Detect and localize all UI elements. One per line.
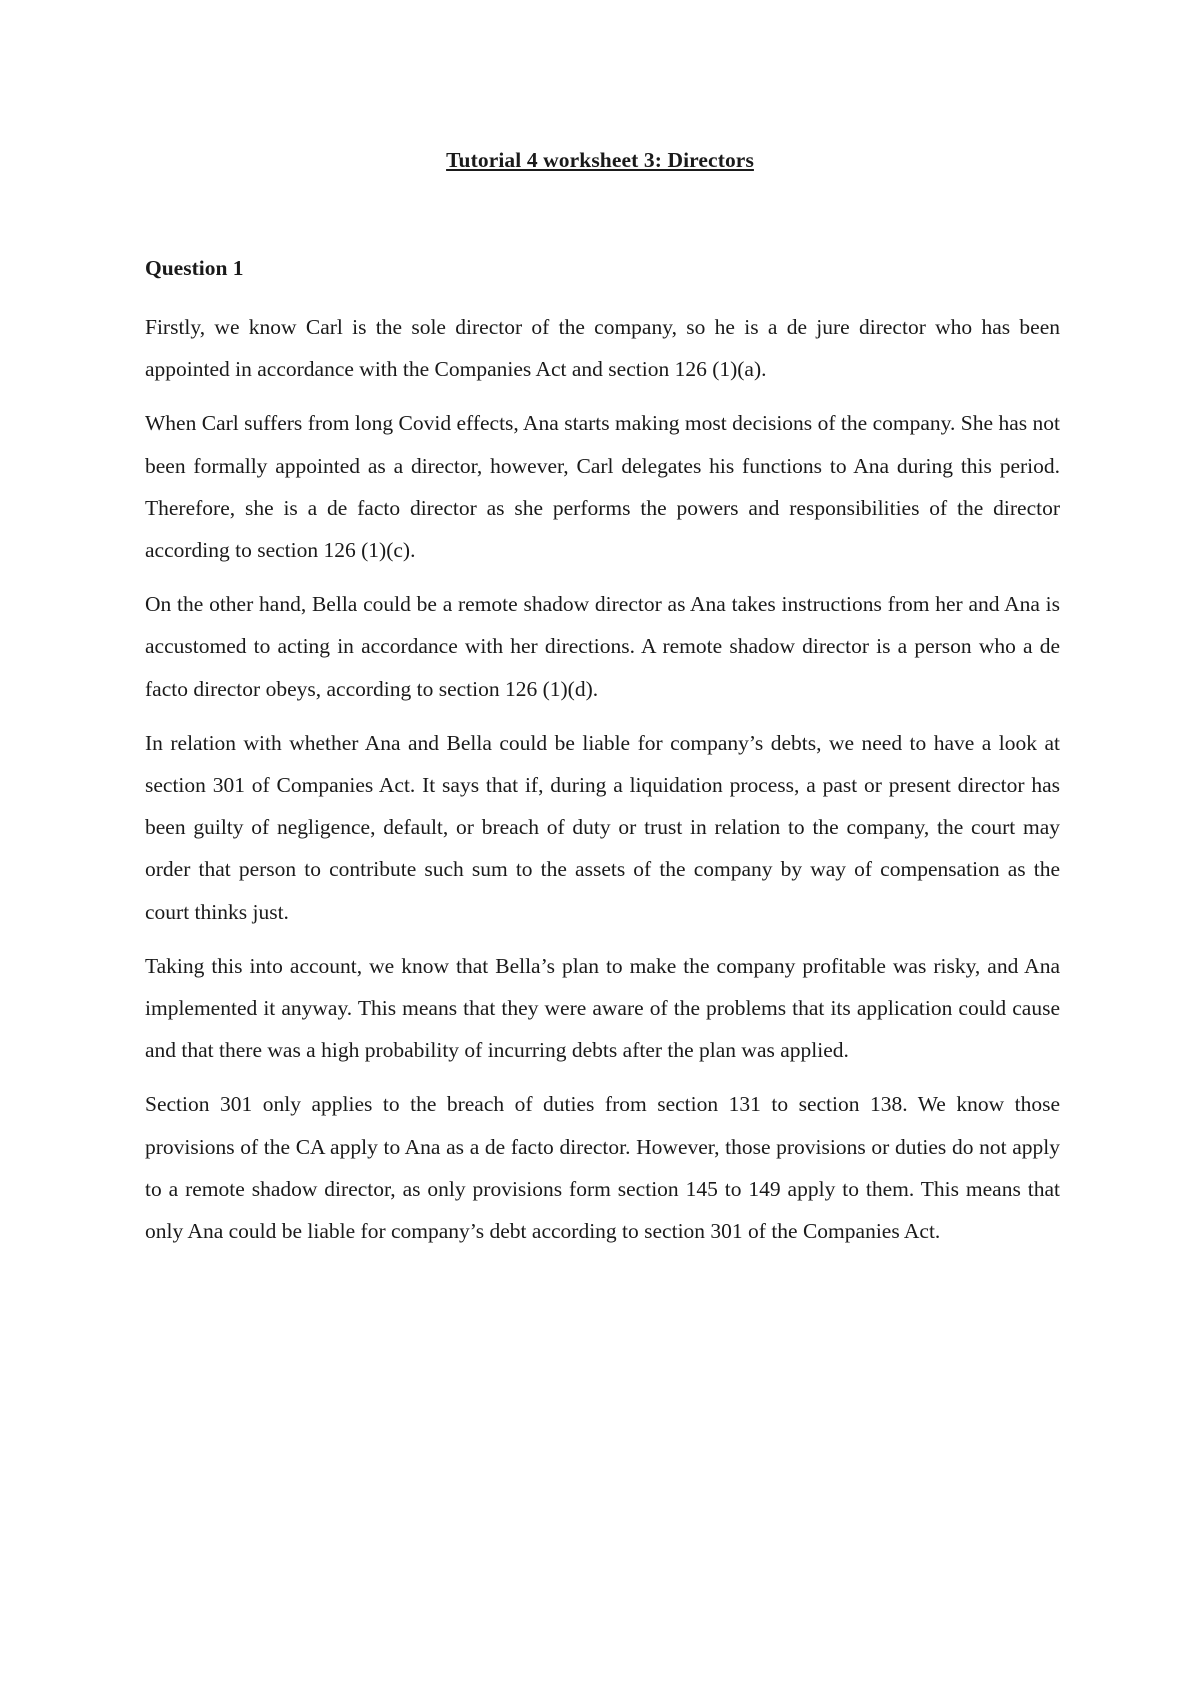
question-heading: Question 1 bbox=[145, 256, 244, 280]
paragraph-5: Taking this into account, we know that Bella’s plan to make the company profitable was risky, and Ana implemented it anyway. This means that they were aware of the problems that its application could cause and that there was a high probability of incurring debts after the plan was applied. bbox=[145, 953, 1060, 1063]
paragraph-1: Firstly, we know Carl is the sole director of the company, so he is a de jure director who has been appointed in accordance with the Companies Act and section 126 (1)(a). bbox=[145, 315, 1060, 382]
paragraph-6: Section 301 only applies to the breach of duties from section 131 to section 138. We know those provisions of the CA apply to Ana as a de facto director. However, those provisions or duties do not apply to a remote shadow director, as only provisions form section 145 to 149 apply to them. This means that only Ana could be liable for company’s debt according to section 301 of the Companies Act. bbox=[145, 1092, 1060, 1244]
paragraph-3: On the other hand, Bella could be a remote shadow director as Ana takes instructions from her and Ana is accustomed to acting in accordance with her directions. A remote shadow director is a person who a de facto director obeys, according to section 126 (1)(d). bbox=[145, 592, 1060, 701]
document-body bbox=[145, 306, 1060, 1264]
document-title: Tutorial 4 worksheet 3: Directors bbox=[446, 148, 754, 172]
paragraph-4: In relation with whether Ana and Bella could be liable for company’s debts, we need to have a look at section 301 of Companies Act. It says that if, during a liquidation process, a past or present director has been guilty of negligence, default, or breach of duty or trust in relation to the company, the court may order that person to contribute such sum to the assets of the company by way of compensation as the court thinks just. bbox=[145, 730, 1060, 924]
paragraph-2: When Carl suffers from long Covid effects, Ana starts making most decisions of the company. She has not been formally appointed as a director, however, Carl delegates his functions to Ana during this period. Therefore, she is a de facto director as she performs the powers and responsibilities of the director according to section 126 (1)(c). bbox=[145, 411, 1060, 563]
